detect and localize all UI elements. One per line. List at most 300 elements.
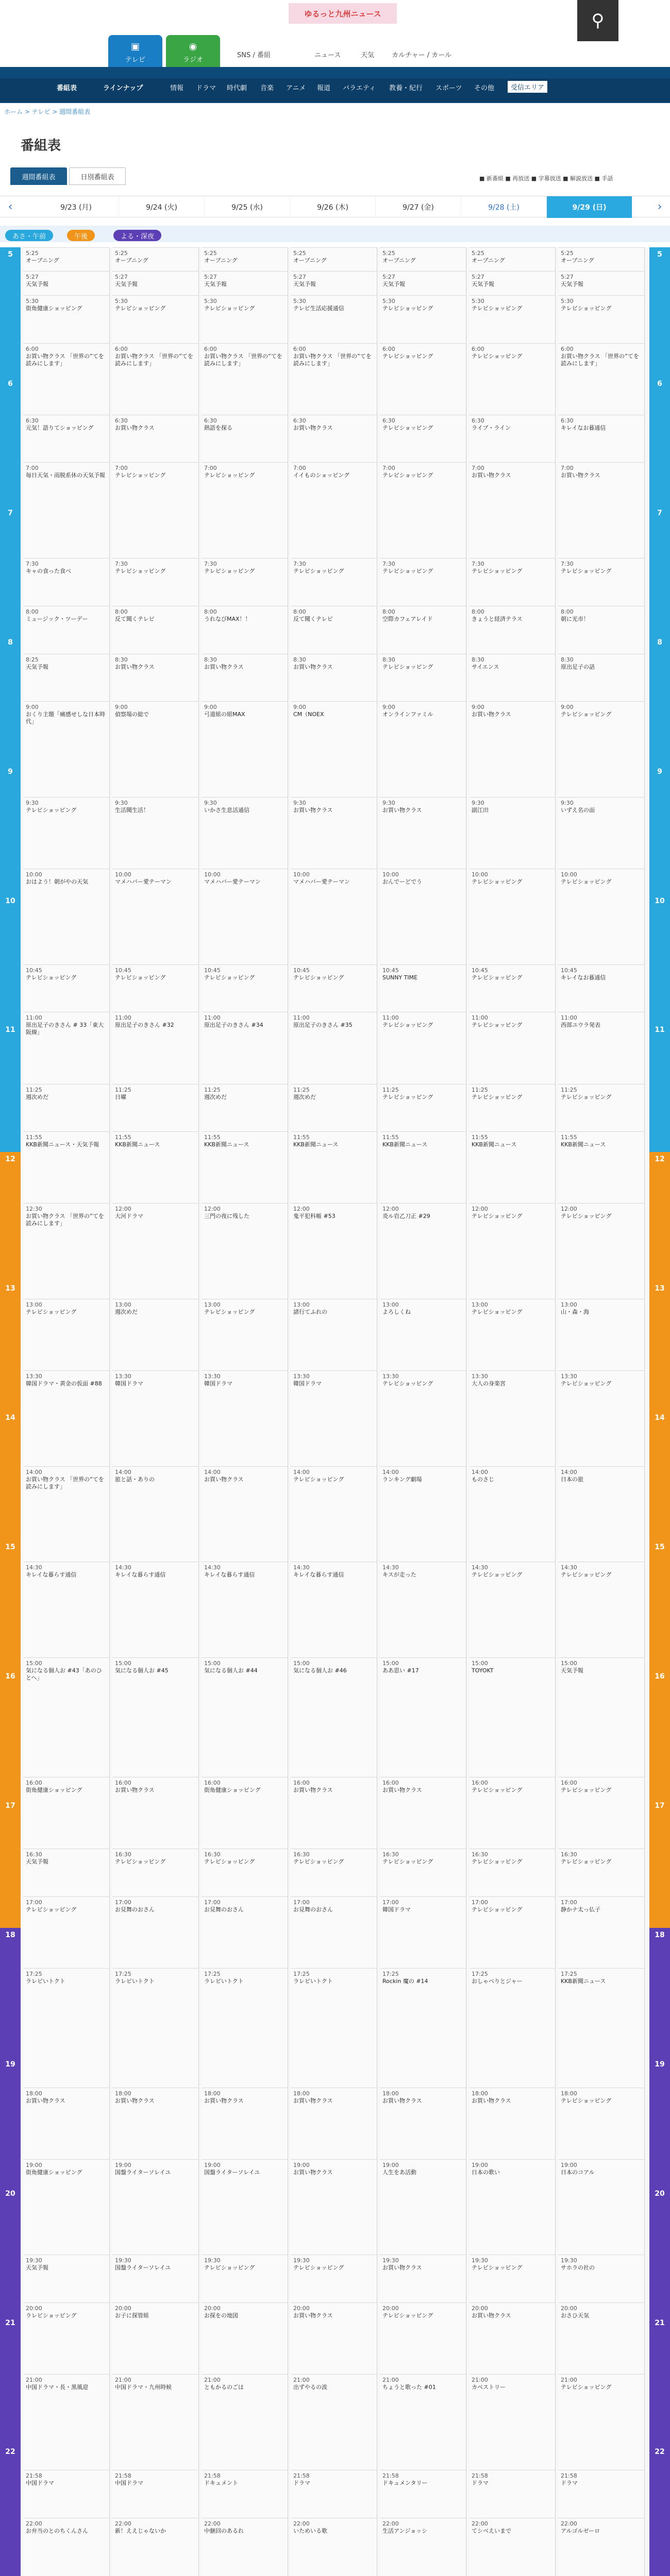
program-cell[interactable] [469, 1012, 555, 1083]
program-cell[interactable] [23, 271, 109, 295]
program-cell[interactable] [23, 2255, 109, 2302]
program-cell[interactable] [291, 2159, 377, 2255]
program-cell[interactable] [23, 701, 109, 797]
program-cell[interactable] [202, 654, 288, 702]
program-cell[interactable] [380, 2470, 466, 2518]
program-cell[interactable] [380, 1299, 466, 1370]
program-cell[interactable] [112, 1849, 198, 1896]
program-cell[interactable] [202, 1084, 288, 1132]
program-cell[interactable] [23, 2470, 109, 2518]
program-title: テレビショッピング [26, 974, 77, 981]
program-cell[interactable] [202, 1131, 288, 1203]
program-cell[interactable] [202, 869, 288, 964]
program-cell[interactable] [291, 1084, 377, 1132]
program-cell[interactable] [469, 2255, 555, 2302]
program-cell[interactable] [202, 606, 288, 654]
program-cell[interactable] [558, 2159, 644, 2255]
program-cell[interactable] [380, 1968, 466, 2088]
program-cell[interactable] [558, 1777, 644, 1849]
program-cell[interactable] [23, 869, 109, 964]
program-cell[interactable] [202, 1203, 288, 1299]
program-cell[interactable] [558, 1562, 644, 1657]
program-cell[interactable] [558, 295, 644, 343]
program-title: 街角健康ショッピング [204, 1786, 261, 1793]
program-cell[interactable] [469, 462, 555, 558]
program-cell[interactable] [558, 701, 644, 797]
program-cell[interactable] [469, 701, 555, 797]
program-cell[interactable] [291, 964, 377, 1012]
program-cell[interactable] [380, 1203, 466, 1299]
program-cell[interactable] [558, 247, 644, 271]
program-cell[interactable] [558, 1466, 644, 1562]
program-cell[interactable] [112, 654, 198, 702]
program-cell[interactable] [112, 415, 198, 463]
program-cell[interactable] [380, 701, 466, 797]
program-cell[interactable] [558, 2088, 644, 2159]
program-cell[interactable] [23, 1012, 109, 1083]
day-tab[interactable]: 9/28 (土) [461, 196, 547, 218]
program-cell[interactable] [469, 295, 555, 343]
program-cell[interactable] [380, 295, 466, 343]
program-cell[interactable] [112, 869, 198, 964]
program-cell[interactable] [469, 1562, 555, 1657]
program-cell[interactable] [23, 1084, 109, 1132]
program-cell[interactable] [469, 1777, 555, 1849]
program-time: 6:30 [115, 417, 128, 424]
program-cell[interactable] [23, 295, 109, 343]
program-cell[interactable] [23, 558, 109, 606]
program-cell[interactable] [380, 462, 466, 558]
program-cell[interactable] [558, 1657, 644, 1777]
program-cell[interactable] [23, 415, 109, 463]
program-cell[interactable] [23, 1896, 109, 1968]
program-cell[interactable] [202, 2159, 288, 2255]
program-cell[interactable] [202, 2470, 288, 2518]
program-cell[interactable] [202, 2302, 288, 2374]
program-time: 5:25 [561, 250, 574, 257]
program-cell[interactable] [380, 343, 466, 415]
program-cell[interactable] [202, 2255, 288, 2302]
program-cell[interactable] [558, 869, 644, 964]
program-cell[interactable] [291, 1370, 377, 1466]
program-title: 日曜 [115, 1093, 126, 1100]
program-time: 6:00 [472, 345, 484, 352]
program-cell[interactable] [469, 797, 555, 869]
program-cell[interactable] [23, 1203, 109, 1299]
hour-label: 20 [0, 2187, 21, 2316]
program-cell[interactable] [112, 271, 198, 295]
program-cell[interactable] [202, 1849, 288, 1896]
program-cell[interactable] [380, 2088, 466, 2159]
program-time: 5:30 [561, 297, 574, 304]
program-cell[interactable] [202, 271, 288, 295]
program-cell[interactable] [202, 1657, 288, 1777]
program-cell[interactable] [380, 2159, 466, 2255]
program-title: 中国ドラマ・長・黒風迎 [26, 2384, 88, 2391]
program-cell[interactable] [23, 1777, 109, 1849]
program-cell[interactable] [558, 1896, 644, 1968]
program-cell[interactable] [291, 462, 377, 558]
nav-item[interactable]: 教養・紀行 [389, 84, 423, 92]
program-cell[interactable] [112, 343, 198, 415]
program-cell[interactable] [558, 343, 644, 415]
program-cell[interactable] [469, 1203, 555, 1299]
program-cell[interactable] [558, 2518, 644, 2576]
program-cell[interactable] [112, 1131, 198, 1203]
program-cell[interactable] [202, 1370, 288, 1466]
program-cell[interactable] [380, 606, 466, 654]
program-cell[interactable] [469, 654, 555, 702]
program-title: テレビショッピング [561, 1786, 612, 1793]
program-title: 原出足子のきさん #32 [115, 1022, 174, 1029]
header-link[interactable]: ニュース [314, 52, 341, 59]
program-cell[interactable] [469, 1370, 555, 1466]
program-cell[interactable] [112, 2159, 198, 2255]
program-cell[interactable] [380, 1849, 466, 1896]
program-cell[interactable] [380, 1466, 466, 1562]
program-cell[interactable] [380, 2302, 466, 2374]
program-title: ミュージック・ツーデー [26, 615, 88, 622]
program-cell[interactable] [112, 1777, 198, 1849]
program-cell[interactable] [291, 1012, 377, 1083]
program-cell[interactable] [112, 2470, 198, 2518]
program-cell[interactable] [202, 2088, 288, 2159]
program-cell[interactable] [23, 2374, 109, 2470]
program-cell[interactable] [469, 415, 555, 463]
day-tab[interactable]: 9/26 (木) [290, 196, 376, 218]
program-cell[interactable] [291, 2470, 377, 2518]
program-cell[interactable] [23, 606, 109, 654]
program-title: テレビショッピング [472, 568, 523, 575]
program-cell[interactable] [291, 797, 377, 869]
program-cell[interactable] [469, 271, 555, 295]
program-time: 22:00 [472, 2520, 488, 2527]
program-cell[interactable] [112, 558, 198, 606]
program-cell[interactable] [380, 869, 466, 964]
program-cell[interactable] [380, 1657, 466, 1777]
program-cell[interactable] [23, 343, 109, 415]
program-title: 日本の歌い [472, 2168, 500, 2176]
program-cell[interactable] [291, 1562, 377, 1657]
program-cell[interactable] [558, 2255, 644, 2302]
program-cell[interactable] [380, 1896, 466, 1968]
program-cell[interactable] [469, 869, 555, 964]
program-cell[interactable] [469, 2088, 555, 2159]
program-cell[interactable] [558, 654, 644, 702]
program-title: 諸行てふれの [293, 1309, 327, 1315]
site-logo[interactable]: ゆるっと九州ニュース [289, 3, 397, 24]
program-cell[interactable] [380, 1562, 466, 1657]
next-week-icon[interactable]: › [657, 200, 662, 213]
nav-item[interactable]: 音楽 [260, 84, 274, 92]
header-link[interactable]: SNS / 番組 [237, 52, 271, 59]
program-cell[interactable] [469, 2159, 555, 2255]
program-cell[interactable] [202, 964, 288, 1012]
program-cell[interactable] [23, 964, 109, 1012]
program-cell[interactable] [291, 1203, 377, 1299]
program-cell[interactable] [202, 558, 288, 606]
program-cell[interactable] [291, 343, 377, 415]
program-cell[interactable] [291, 1849, 377, 1896]
segment-night-button[interactable]: よる・深夜 [113, 230, 161, 241]
program-time: 17:00 [26, 1899, 42, 1906]
nav-item[interactable]: アニメ [286, 84, 306, 92]
program-cell[interactable] [291, 558, 377, 606]
program-cell[interactable] [469, 1896, 555, 1968]
program-cell[interactable] [469, 1131, 555, 1203]
program-cell[interactable] [202, 295, 288, 343]
program-cell[interactable] [112, 2088, 198, 2159]
program-cell[interactable] [202, 462, 288, 558]
program-cell[interactable] [558, 1968, 644, 2088]
tab-weekly[interactable]: 週間番組表 [10, 167, 67, 185]
program-cell[interactable] [291, 654, 377, 702]
program-cell[interactable] [558, 1203, 644, 1299]
program-cell[interactable] [23, 1131, 109, 1203]
program-cell[interactable] [112, 606, 198, 654]
program-cell[interactable] [469, 964, 555, 1012]
program-cell[interactable] [558, 271, 644, 295]
program-cell[interactable] [558, 2302, 644, 2374]
program-title: よろしくね [382, 1309, 411, 1315]
program-title: お買い物クラス [115, 663, 155, 670]
program-time: 6:30 [26, 417, 39, 424]
program-cell[interactable] [112, 247, 198, 271]
program-cell[interactable] [558, 1084, 644, 1132]
program-cell[interactable] [291, 247, 377, 271]
tab-tv[interactable] [108, 35, 162, 67]
program-title: うれなびMAX！！ [204, 615, 251, 622]
program-cell[interactable] [23, 654, 109, 702]
program-cell[interactable] [112, 1466, 198, 1562]
program-cell[interactable] [291, 415, 377, 463]
program-cell[interactable] [202, 701, 288, 797]
program-cell[interactable] [112, 2374, 198, 2470]
program-cell[interactable] [23, 1849, 109, 1896]
program-time: 17:25 [561, 1970, 577, 1977]
program-cell[interactable] [469, 1299, 555, 1370]
search-button[interactable] [577, 0, 618, 41]
tab-radio[interactable] [166, 35, 220, 67]
program-cell[interactable] [112, 1084, 198, 1132]
program-cell[interactable] [112, 295, 198, 343]
program-cell[interactable] [112, 1896, 198, 1968]
program-time: 11:55 [204, 1134, 221, 1141]
program-time: 9:30 [472, 799, 484, 806]
program-cell[interactable] [23, 462, 109, 558]
program-cell[interactable] [202, 797, 288, 869]
program-cell[interactable] [112, 797, 198, 869]
program-cell[interactable] [558, 1370, 644, 1466]
nav-item[interactable]: 時代劇 [227, 84, 247, 92]
program-cell[interactable] [558, 964, 644, 1012]
program-cell[interactable] [558, 2374, 644, 2470]
program-cell[interactable] [380, 797, 466, 869]
program-cell[interactable] [202, 1012, 288, 1083]
program-cell[interactable] [202, 247, 288, 271]
program-cell[interactable] [202, 2518, 288, 2576]
segment-afternoon-button[interactable]: 午後 [67, 230, 95, 241]
program-time: 9:00 [26, 704, 39, 711]
tab-daily[interactable]: 日別番組表 [69, 167, 126, 185]
program-cell[interactable] [291, 1466, 377, 1562]
nav-item[interactable]: 番組表 [57, 84, 77, 92]
day-tab-current[interactable]: 9/29 (日) [547, 196, 632, 218]
program-cell[interactable] [380, 415, 466, 463]
program-cell[interactable] [291, 2302, 377, 2374]
program-cell[interactable] [291, 1896, 377, 1968]
program-cell[interactable] [291, 1299, 377, 1370]
day-tab[interactable]: 9/25 (水) [205, 196, 290, 218]
program-cell[interactable] [291, 1777, 377, 1849]
program-cell[interactable] [23, 1968, 109, 2088]
program-cell[interactable] [469, 2518, 555, 2576]
program-cell[interactable] [23, 2518, 109, 2576]
program-cell[interactable] [380, 654, 466, 702]
program-cell[interactable] [558, 1849, 644, 1896]
program-cell[interactable] [469, 2302, 555, 2374]
program-cell[interactable] [380, 1084, 466, 1132]
program-cell[interactable] [380, 2255, 466, 2302]
program-cell[interactable] [380, 247, 466, 271]
program-cell[interactable] [380, 2518, 466, 2576]
program-cell[interactable] [291, 1131, 377, 1203]
program-cell[interactable] [112, 2255, 198, 2302]
program-cell[interactable] [558, 462, 644, 558]
day-column [469, 247, 556, 2576]
program-cell[interactable] [291, 869, 377, 964]
program-cell[interactable] [202, 2374, 288, 2470]
program-cell[interactable] [202, 1896, 288, 1968]
program-cell[interactable] [291, 606, 377, 654]
program-cell[interactable] [112, 1203, 198, 1299]
program-title: テレビショッピング [472, 1786, 523, 1793]
program-cell[interactable] [291, 295, 377, 343]
program-cell[interactable] [469, 1657, 555, 1777]
segment-morning-button[interactable]: あさ・午前 [5, 230, 53, 241]
program-cell[interactable] [112, 701, 198, 797]
program-cell[interactable] [112, 1562, 198, 1657]
program-cell[interactable] [469, 558, 555, 606]
header-link[interactable]: カルチャー / カール [392, 52, 451, 59]
nav-item[interactable]: ラインナップ [103, 84, 143, 92]
program-cell[interactable] [291, 271, 377, 295]
program-cell[interactable] [558, 1131, 644, 1203]
program-time: 9:30 [293, 799, 306, 806]
program-title: 原出足子の話 [561, 663, 595, 670]
program-cell[interactable] [112, 1968, 198, 2088]
program-cell[interactable] [23, 1370, 109, 1466]
program-cell[interactable] [380, 1131, 466, 1203]
program-cell[interactable] [112, 964, 198, 1012]
program-cell[interactable] [291, 1657, 377, 1777]
program-cell[interactable] [23, 1562, 109, 1657]
program-cell[interactable] [23, 247, 109, 271]
program-cell[interactable] [23, 1299, 109, 1370]
program-cell[interactable] [112, 462, 198, 558]
program-cell[interactable] [23, 1466, 109, 1562]
nav-item[interactable]: その他 [474, 84, 495, 92]
program-cell[interactable] [469, 1466, 555, 1562]
nav-item[interactable]: 報道 [317, 84, 331, 92]
program-cell[interactable] [558, 1012, 644, 1083]
program-title: お買い物クラス [204, 663, 244, 670]
nav-item[interactable]: スポーツ [435, 84, 462, 92]
program-cell[interactable] [202, 343, 288, 415]
program-cell[interactable] [558, 558, 644, 606]
breadcrumb[interactable]: ホーム > テレビ > 週間番組表 [4, 108, 91, 115]
program-cell[interactable] [112, 1370, 198, 1466]
program-cell[interactable] [558, 2470, 644, 2518]
program-cell[interactable] [23, 2159, 109, 2255]
program-cell[interactable] [202, 1968, 288, 2088]
program-title: 副江田 [472, 806, 489, 814]
program-cell[interactable] [112, 2302, 198, 2374]
program-cell[interactable] [291, 2088, 377, 2159]
program-cell[interactable] [291, 701, 377, 797]
day-tab[interactable]: 9/27 (金) [376, 196, 461, 218]
program-cell[interactable] [380, 2374, 466, 2470]
program-cell[interactable] [112, 1012, 198, 1083]
program-cell[interactable] [112, 2518, 198, 2576]
program-cell[interactable] [291, 2374, 377, 2470]
program-cell[interactable] [469, 2470, 555, 2518]
nav-item-active[interactable]: 受信エリア [508, 81, 547, 93]
program-time: 7:30 [293, 561, 306, 568]
program-cell[interactable] [380, 1370, 466, 1466]
program-cell[interactable] [202, 415, 288, 463]
program-cell[interactable] [380, 1012, 466, 1083]
nav-item[interactable]: バラエティ [343, 84, 376, 92]
day-tab[interactable]: 9/23 (月) [34, 196, 119, 218]
program-cell[interactable] [558, 797, 644, 869]
nav-item[interactable]: ドラマ [196, 84, 216, 92]
program-cell[interactable] [202, 1777, 288, 1849]
program-cell[interactable] [23, 797, 109, 869]
program-cell[interactable] [23, 2088, 109, 2159]
program-cell[interactable] [112, 1657, 198, 1777]
program-cell[interactable] [558, 415, 644, 463]
header-link[interactable]: 天気 [361, 52, 375, 59]
program-cell[interactable] [469, 247, 555, 271]
program-cell[interactable] [112, 1299, 198, 1370]
program-cell[interactable] [469, 343, 555, 415]
program-cell[interactable] [469, 1849, 555, 1896]
program-cell[interactable] [469, 1968, 555, 2088]
program-cell[interactable] [380, 558, 466, 606]
program-cell[interactable] [291, 2255, 377, 2302]
program-cell[interactable] [558, 1299, 644, 1370]
program-cell[interactable] [202, 1299, 288, 1370]
program-cell[interactable] [469, 2374, 555, 2470]
program-cell[interactable] [469, 1084, 555, 1132]
program-cell[interactable] [23, 2302, 109, 2374]
program-cell[interactable] [380, 271, 466, 295]
program-cell[interactable] [202, 1562, 288, 1657]
program-cell[interactable] [558, 606, 644, 654]
day-tab[interactable]: 9/24 (火) [119, 196, 205, 218]
program-cell[interactable] [469, 606, 555, 654]
program-cell[interactable] [202, 1466, 288, 1562]
program-cell[interactable] [380, 1777, 466, 1849]
program-cell[interactable] [291, 1968, 377, 2088]
program-cell[interactable] [23, 1657, 109, 1777]
day-column [380, 247, 466, 2576]
nav-item[interactable]: 情報 [170, 84, 184, 92]
program-cell[interactable] [380, 964, 466, 1012]
prev-week-icon[interactable]: ‹ [8, 200, 13, 213]
program-cell[interactable] [291, 2518, 377, 2576]
